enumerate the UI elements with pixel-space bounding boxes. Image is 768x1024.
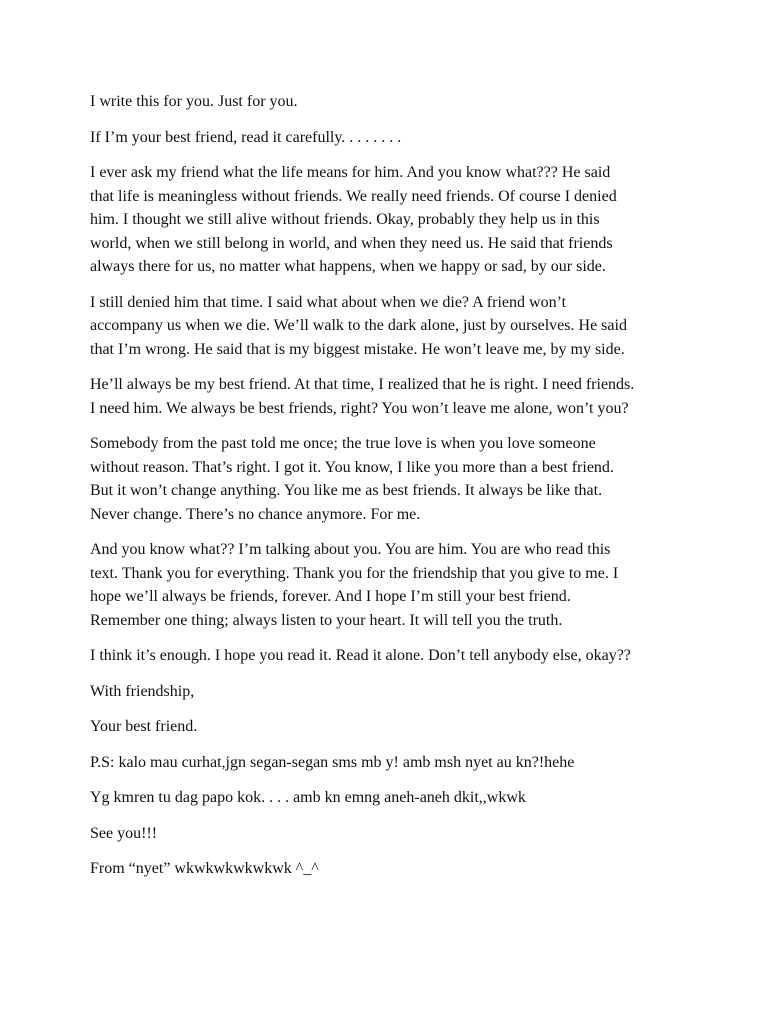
paragraph (90, 644, 690, 668)
paragraph (90, 161, 690, 279)
text-line: P.S: kalo mau curhat,jgn segan-segan sms mb y! amb msh nyet au kn?!hehe (90, 753, 575, 771)
text-line: always there for us, no matter what happens, when we happy or sad, by our side. (90, 258, 606, 275)
text-line: Never change. There’s no chance anymore. For me. (90, 505, 421, 523)
text-line: See you!!! (90, 824, 158, 842)
text-line: I write this for you. Just for you. (90, 93, 298, 110)
text-line: text. Thank you for everything. Thank you for the friendship that you give to me. I (90, 564, 619, 582)
text-line: Somebody from the past told me once; the true love is when you love someone (90, 435, 596, 452)
text-line: From “nyet” wkwkwkwkwkwk ^_^ (90, 860, 319, 877)
text-line: accompany us when we die. We’ll walk to the dark alone, just by ourselves. He said (90, 317, 627, 334)
text-line: He’ll always be my best friend. At that time, I realized that he is right. I need friends. (90, 376, 635, 393)
text-line: If I’m your best friend, read it carefully. . . . . . . . (90, 128, 402, 146)
text-line: I still denied him that time. I said what about when we die? A friend won’t (90, 293, 567, 311)
postscript (90, 751, 690, 775)
text-line: With friendship, (90, 682, 195, 700)
text-line: hope we’ll always be friends, forever. And I hope I’m still your best friend. (90, 588, 571, 605)
text-line: that life is meaningless without friends. We really need friends. Of course I denied (90, 187, 617, 205)
text-line: I need him. We always be best friends, right? You won’t leave me alone, won’t you? (90, 399, 629, 417)
letter-body (90, 90, 690, 893)
postscript (90, 786, 690, 810)
text-line: Remember one thing; always listen to your heart. It will tell you the truth. (90, 611, 563, 629)
text-line: without reason. That’s right. I got it. You know, I like you more than a best friend. (90, 458, 614, 476)
paragraph (90, 373, 690, 420)
text-line: And you know what?? I’m talking about you. You are him. You are who read this (90, 541, 611, 558)
text-line: him. I thought we still alive without friends. Okay, probably they help us in this (90, 211, 600, 228)
paragraph (90, 90, 690, 114)
text-line: Yg kmren tu dag papo kok. . . . amb kn emng aneh-aneh dkit,,wkwk (90, 789, 526, 806)
paragraph (90, 432, 690, 526)
text-line: But it won’t change anything. You like me as best friends. It always be like that. (90, 482, 603, 499)
paragraph (90, 291, 690, 362)
paragraph (90, 538, 690, 632)
paragraph (90, 126, 690, 150)
text-line: that I’m wrong. He said that is my biggest mistake. He won’t leave me, by my side. (90, 340, 625, 358)
farewell-line (90, 822, 690, 846)
text-line: I think it’s enough. I hope you read it. Read it alone. Don’t tell anybody else, okay?? (90, 647, 631, 664)
text-line: world, when we still belong in world, and when they need us. He said that friends (90, 234, 613, 252)
signature-line (90, 715, 690, 739)
text-line: Your best friend. (90, 718, 198, 735)
closing-line (90, 680, 690, 704)
sender-line (90, 857, 690, 881)
text-line: I ever ask my friend what the life means for him. And you know what??? He said (90, 164, 611, 181)
